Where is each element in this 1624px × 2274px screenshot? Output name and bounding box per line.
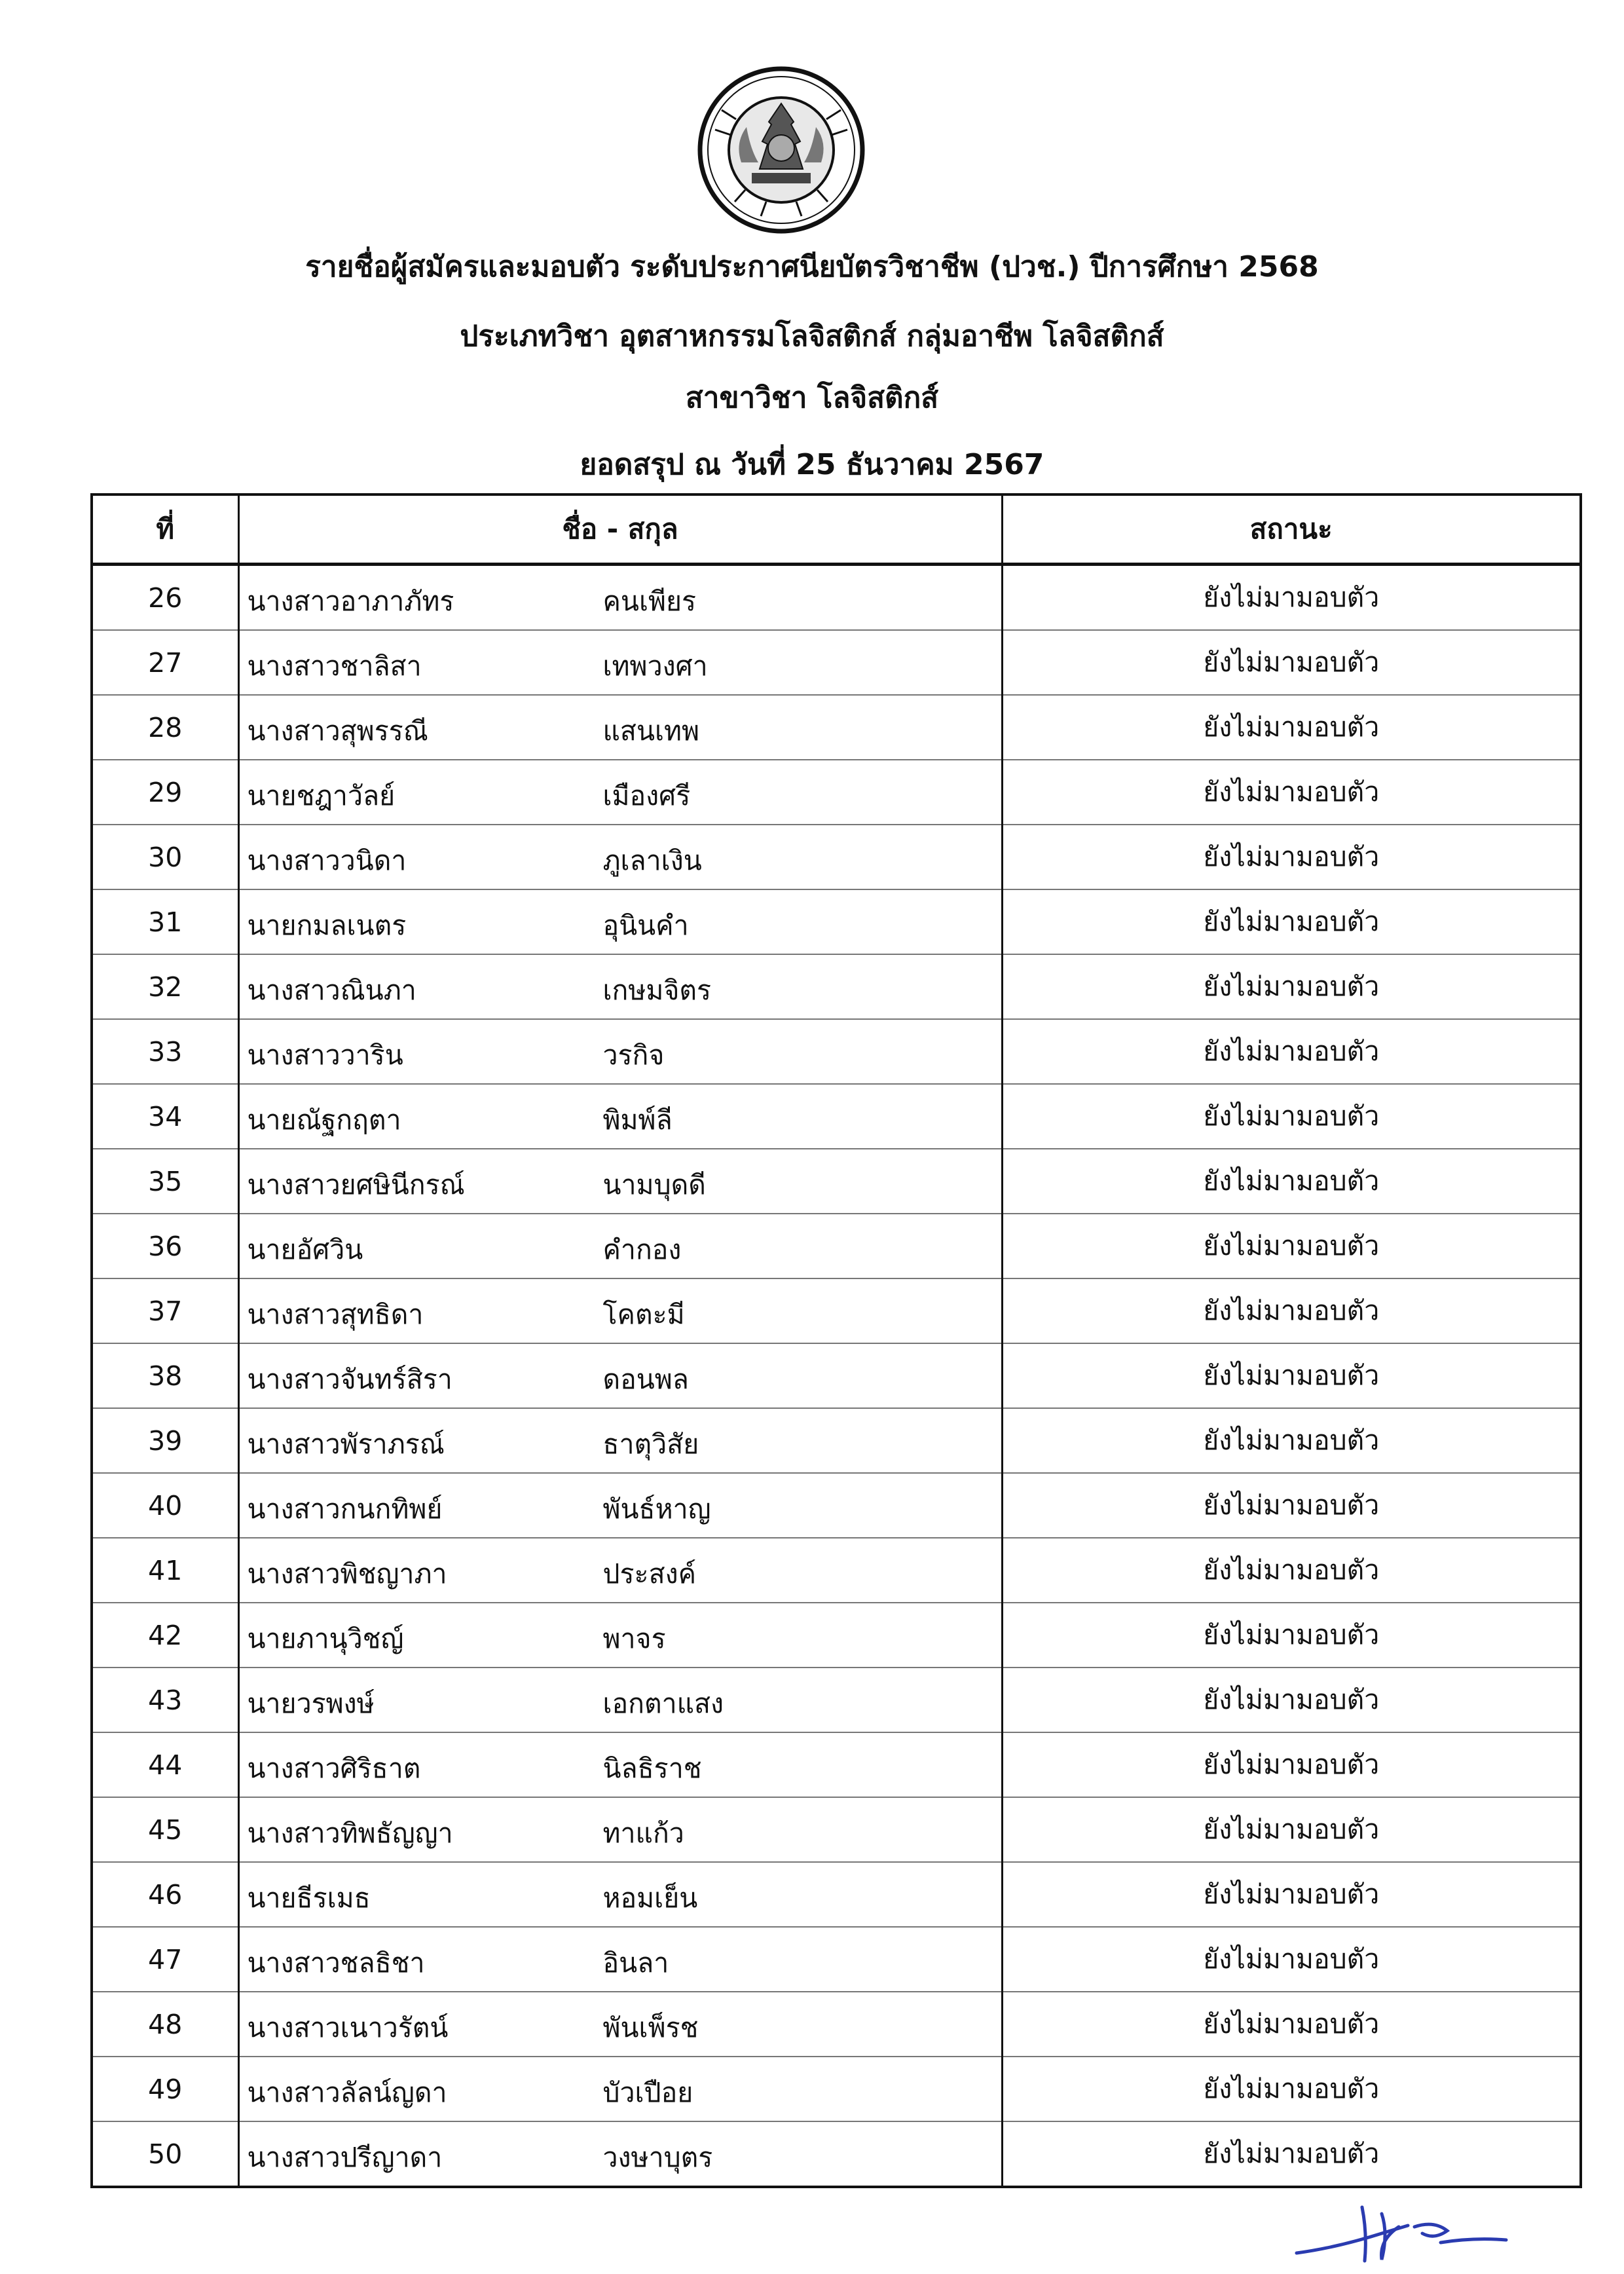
first-name: นางสาวชาลิสา (247, 650, 422, 682)
name-cell (238, 1668, 1002, 1732)
status-text: ยังไม่มามอบตัว (1002, 1797, 1581, 1862)
row-number: 31 (92, 889, 238, 954)
status-text: ยังไม่มามอบตัว (1002, 1408, 1581, 1473)
last-name: วงษาบุตร (602, 2142, 713, 2173)
name-cell (238, 1862, 1002, 1927)
table-row (92, 565, 1581, 631)
status-text: ยังไม่มามอบตัว (1002, 1084, 1581, 1149)
first-name: นายวรพงษ์ (247, 1688, 375, 1719)
name-cell (238, 1019, 1002, 1084)
row-number: 40 (92, 1473, 238, 1538)
table-row (92, 1538, 1581, 1603)
status-text: ยังไม่มามอบตัว (1002, 1473, 1581, 1538)
column-header-status: สถานะ (1002, 494, 1581, 565)
table-row (92, 1862, 1581, 1927)
first-name: นางสาวสุทธิดา (247, 1299, 424, 1330)
table-row (92, 1214, 1581, 1278)
last-name: พิมพ์ลี (602, 1104, 673, 1136)
last-name: บัวเปือย (602, 2077, 693, 2108)
row-number: 30 (92, 825, 238, 889)
row-number: 45 (92, 1797, 238, 1862)
name-cell (238, 1408, 1002, 1473)
row-number: 34 (92, 1084, 238, 1149)
table-row (92, 1797, 1581, 1862)
name-cell (238, 954, 1002, 1019)
first-name: นายกมลเนตร (247, 910, 407, 941)
first-name: นายธีรเมธ (247, 1882, 371, 1914)
document-title: รายชื่อผู้สมัครและมอบตัว ระดับประกาศนียบัตรวิชาชีพ (ปวช.) ปีการศึกษา 2568 (305, 250, 1319, 284)
first-name: นางสาวลัลน์ญดา (247, 2077, 447, 2108)
row-number: 37 (92, 1278, 238, 1343)
table-row (92, 630, 1581, 695)
last-name: พันธ์หาญ (602, 1493, 711, 1525)
first-name: นางสาวศิริธาต (247, 1753, 421, 1784)
last-name: เอกตาแสง (602, 1688, 724, 1719)
table-row (92, 2057, 1581, 2121)
name-cell (238, 1732, 1002, 1797)
first-name: นายอัศวิน (247, 1234, 363, 1265)
summary-date-heading: ยอดสรุป ณ วันที่ 25 ธันวาคม 2567 (580, 448, 1044, 481)
name-cell (238, 1992, 1002, 2057)
table-row (92, 2121, 1581, 2187)
row-number: 39 (92, 1408, 238, 1473)
status-text: ยังไม่มามอบตัว (1002, 760, 1581, 825)
last-name: ทาแก้ว (602, 1817, 684, 1849)
row-number: 48 (92, 1992, 238, 2057)
table-row (92, 1473, 1581, 1538)
table-row (92, 1278, 1581, 1343)
table-row (92, 1992, 1581, 2057)
first-name: นางสาวอาภาภัทร (247, 586, 454, 617)
name-cell (238, 889, 1002, 954)
name-cell (238, 1797, 1002, 1862)
status-text: ยังไม่มามอบตัว (1002, 1862, 1581, 1927)
row-number: 35 (92, 1149, 238, 1214)
applicant-table (90, 493, 1582, 2188)
table-row (92, 825, 1581, 889)
name-cell (238, 565, 1002, 631)
status-text: ยังไม่มามอบตัว (1002, 1343, 1581, 1408)
last-name: วรกิจ (602, 1039, 665, 1071)
row-number: 50 (92, 2121, 238, 2187)
first-name: นางสาวสุพรรณี (247, 715, 428, 747)
major-heading: สาขาวิชา โลจิสติกส์ (685, 381, 939, 415)
last-name: พาจร (602, 1623, 666, 1654)
table-row (92, 1927, 1581, 1992)
first-name: นางสาวจันทร์สิรา (247, 1364, 452, 1395)
name-cell (238, 630, 1002, 695)
column-header-name: ชื่อ - สกุล (238, 494, 1002, 565)
row-number: 41 (92, 1538, 238, 1603)
name-cell (238, 760, 1002, 825)
status-text: ยังไม่มามอบตัว (1002, 1927, 1581, 1992)
status-text: ยังไม่มามอบตัว (1002, 1732, 1581, 1797)
row-number: 36 (92, 1214, 238, 1278)
table-row (92, 1084, 1581, 1149)
status-text: ยังไม่มามอบตัว (1002, 1278, 1581, 1343)
row-number: 29 (92, 760, 238, 825)
name-cell (238, 1927, 1002, 1992)
first-name: นางสาวยศษินีกรณ์ (247, 1169, 465, 1201)
status-text: ยังไม่มามอบตัว (1002, 1668, 1581, 1732)
status-text: ยังไม่มามอบตัว (1002, 1538, 1581, 1603)
last-name: เมืองศรี (602, 780, 691, 811)
table-row (92, 1408, 1581, 1473)
last-name: ภูเลาเงิน (602, 845, 702, 876)
signature-mark (1283, 2188, 1519, 2273)
column-header-no: ที่ (92, 494, 238, 565)
last-name: คนเพียร (602, 586, 697, 617)
status-text: ยังไม่มามอบตัว (1002, 695, 1581, 760)
name-cell (238, 2121, 1002, 2187)
table-header-row (92, 494, 1581, 565)
name-cell (238, 1084, 1002, 1149)
first-name: นางสาวณินภา (247, 975, 416, 1006)
table-row (92, 889, 1581, 954)
name-cell (238, 1603, 1002, 1668)
table-row (92, 1343, 1581, 1408)
college-seal-logo (695, 64, 867, 236)
last-name: นามบุดดี (602, 1169, 706, 1201)
last-name: ดอนพล (602, 1364, 689, 1395)
table-body (92, 565, 1581, 2188)
last-name: คำกอง (602, 1234, 682, 1265)
status-text: ยังไม่มามอบตัว (1002, 2121, 1581, 2187)
name-cell (238, 1473, 1002, 1538)
row-number: 47 (92, 1927, 238, 1992)
table-row (92, 695, 1581, 760)
first-name: นางสาวพิชญาภา (247, 1558, 447, 1590)
row-number: 44 (92, 1732, 238, 1797)
status-text: ยังไม่มามอบตัว (1002, 889, 1581, 954)
first-name: นายภานุวิชญ์ (247, 1623, 404, 1654)
last-name: นิลธิราช (602, 1753, 702, 1784)
table-row (92, 1668, 1581, 1732)
last-name: ธาตุวิสัย (602, 1428, 699, 1460)
first-name: นางสาวพัราภรณ์ (247, 1428, 445, 1460)
status-text: ยังไม่มามอบตัว (1002, 630, 1581, 695)
table-row (92, 1019, 1581, 1084)
name-cell (238, 1278, 1002, 1343)
first-name: นางสาววนิดา (247, 845, 407, 876)
last-name: โคตะมี (602, 1299, 685, 1330)
last-name: พันเพ็รช (602, 2012, 699, 2043)
first-name: นางสาวปรีญาดา (247, 2142, 443, 2173)
row-number: 49 (92, 2057, 238, 2121)
last-name: หอมเย็น (602, 1882, 698, 1914)
first-name: นางสาววาริน (247, 1039, 403, 1071)
row-number: 42 (92, 1603, 238, 1668)
row-number: 26 (92, 565, 238, 631)
first-name: นายชฎาวัลย์ (247, 780, 396, 811)
row-number: 43 (92, 1668, 238, 1732)
last-name: เกษมจิตร (602, 975, 712, 1006)
name-cell (238, 695, 1002, 760)
first-name: นายณัฐกฤตา (247, 1104, 401, 1136)
last-name: ประสงค์ (602, 1558, 697, 1590)
status-text: ยังไม่มามอบตัว (1002, 825, 1581, 889)
row-number: 38 (92, 1343, 238, 1408)
table-row (92, 1732, 1581, 1797)
status-text: ยังไม่มามอบตัว (1002, 1149, 1581, 1214)
last-name: อุนินคำ (602, 910, 689, 941)
name-cell (238, 1214, 1002, 1278)
table-row (92, 954, 1581, 1019)
program-type-heading: ประเภทวิชา อุตสาหกรรมโลจิสติกส์ กลุ่มอาชีพ โลจิสติกส์ (460, 320, 1164, 353)
last-name: อินลา (602, 1947, 669, 1979)
name-cell (238, 2057, 1002, 2121)
status-text: ยังไม่มามอบตัว (1002, 1019, 1581, 1084)
name-cell (238, 1343, 1002, 1408)
status-text: ยังไม่มามอบตัว (1002, 2057, 1581, 2121)
table-row (92, 760, 1581, 825)
row-number: 33 (92, 1019, 238, 1084)
name-cell (238, 825, 1002, 889)
name-cell (238, 1538, 1002, 1603)
status-text: ยังไม่มามอบตัว (1002, 1603, 1581, 1668)
status-text: ยังไม่มามอบตัว (1002, 565, 1581, 631)
row-number: 46 (92, 1862, 238, 1927)
first-name: นางสาวชลธิชา (247, 1947, 425, 1979)
status-text: ยังไม่มามอบตัว (1002, 954, 1581, 1019)
status-text: ยังไม่มามอบตัว (1002, 1214, 1581, 1278)
first-name: นางสาวกนกทิพย์ (247, 1493, 443, 1525)
row-number: 28 (92, 695, 238, 760)
last-name: เทพวงศา (602, 650, 708, 682)
row-number: 27 (92, 630, 238, 695)
first-name: นางสาวทิพธัญญา (247, 1817, 453, 1849)
row-number: 32 (92, 954, 238, 1019)
status-text: ยังไม่มามอบตัว (1002, 1992, 1581, 2057)
table-row (92, 1603, 1581, 1668)
name-cell (238, 1149, 1002, 1214)
table-row (92, 1149, 1581, 1214)
last-name: แสนเทพ (602, 715, 700, 747)
first-name: นางสาวเนาวรัตน์ (247, 2012, 449, 2043)
